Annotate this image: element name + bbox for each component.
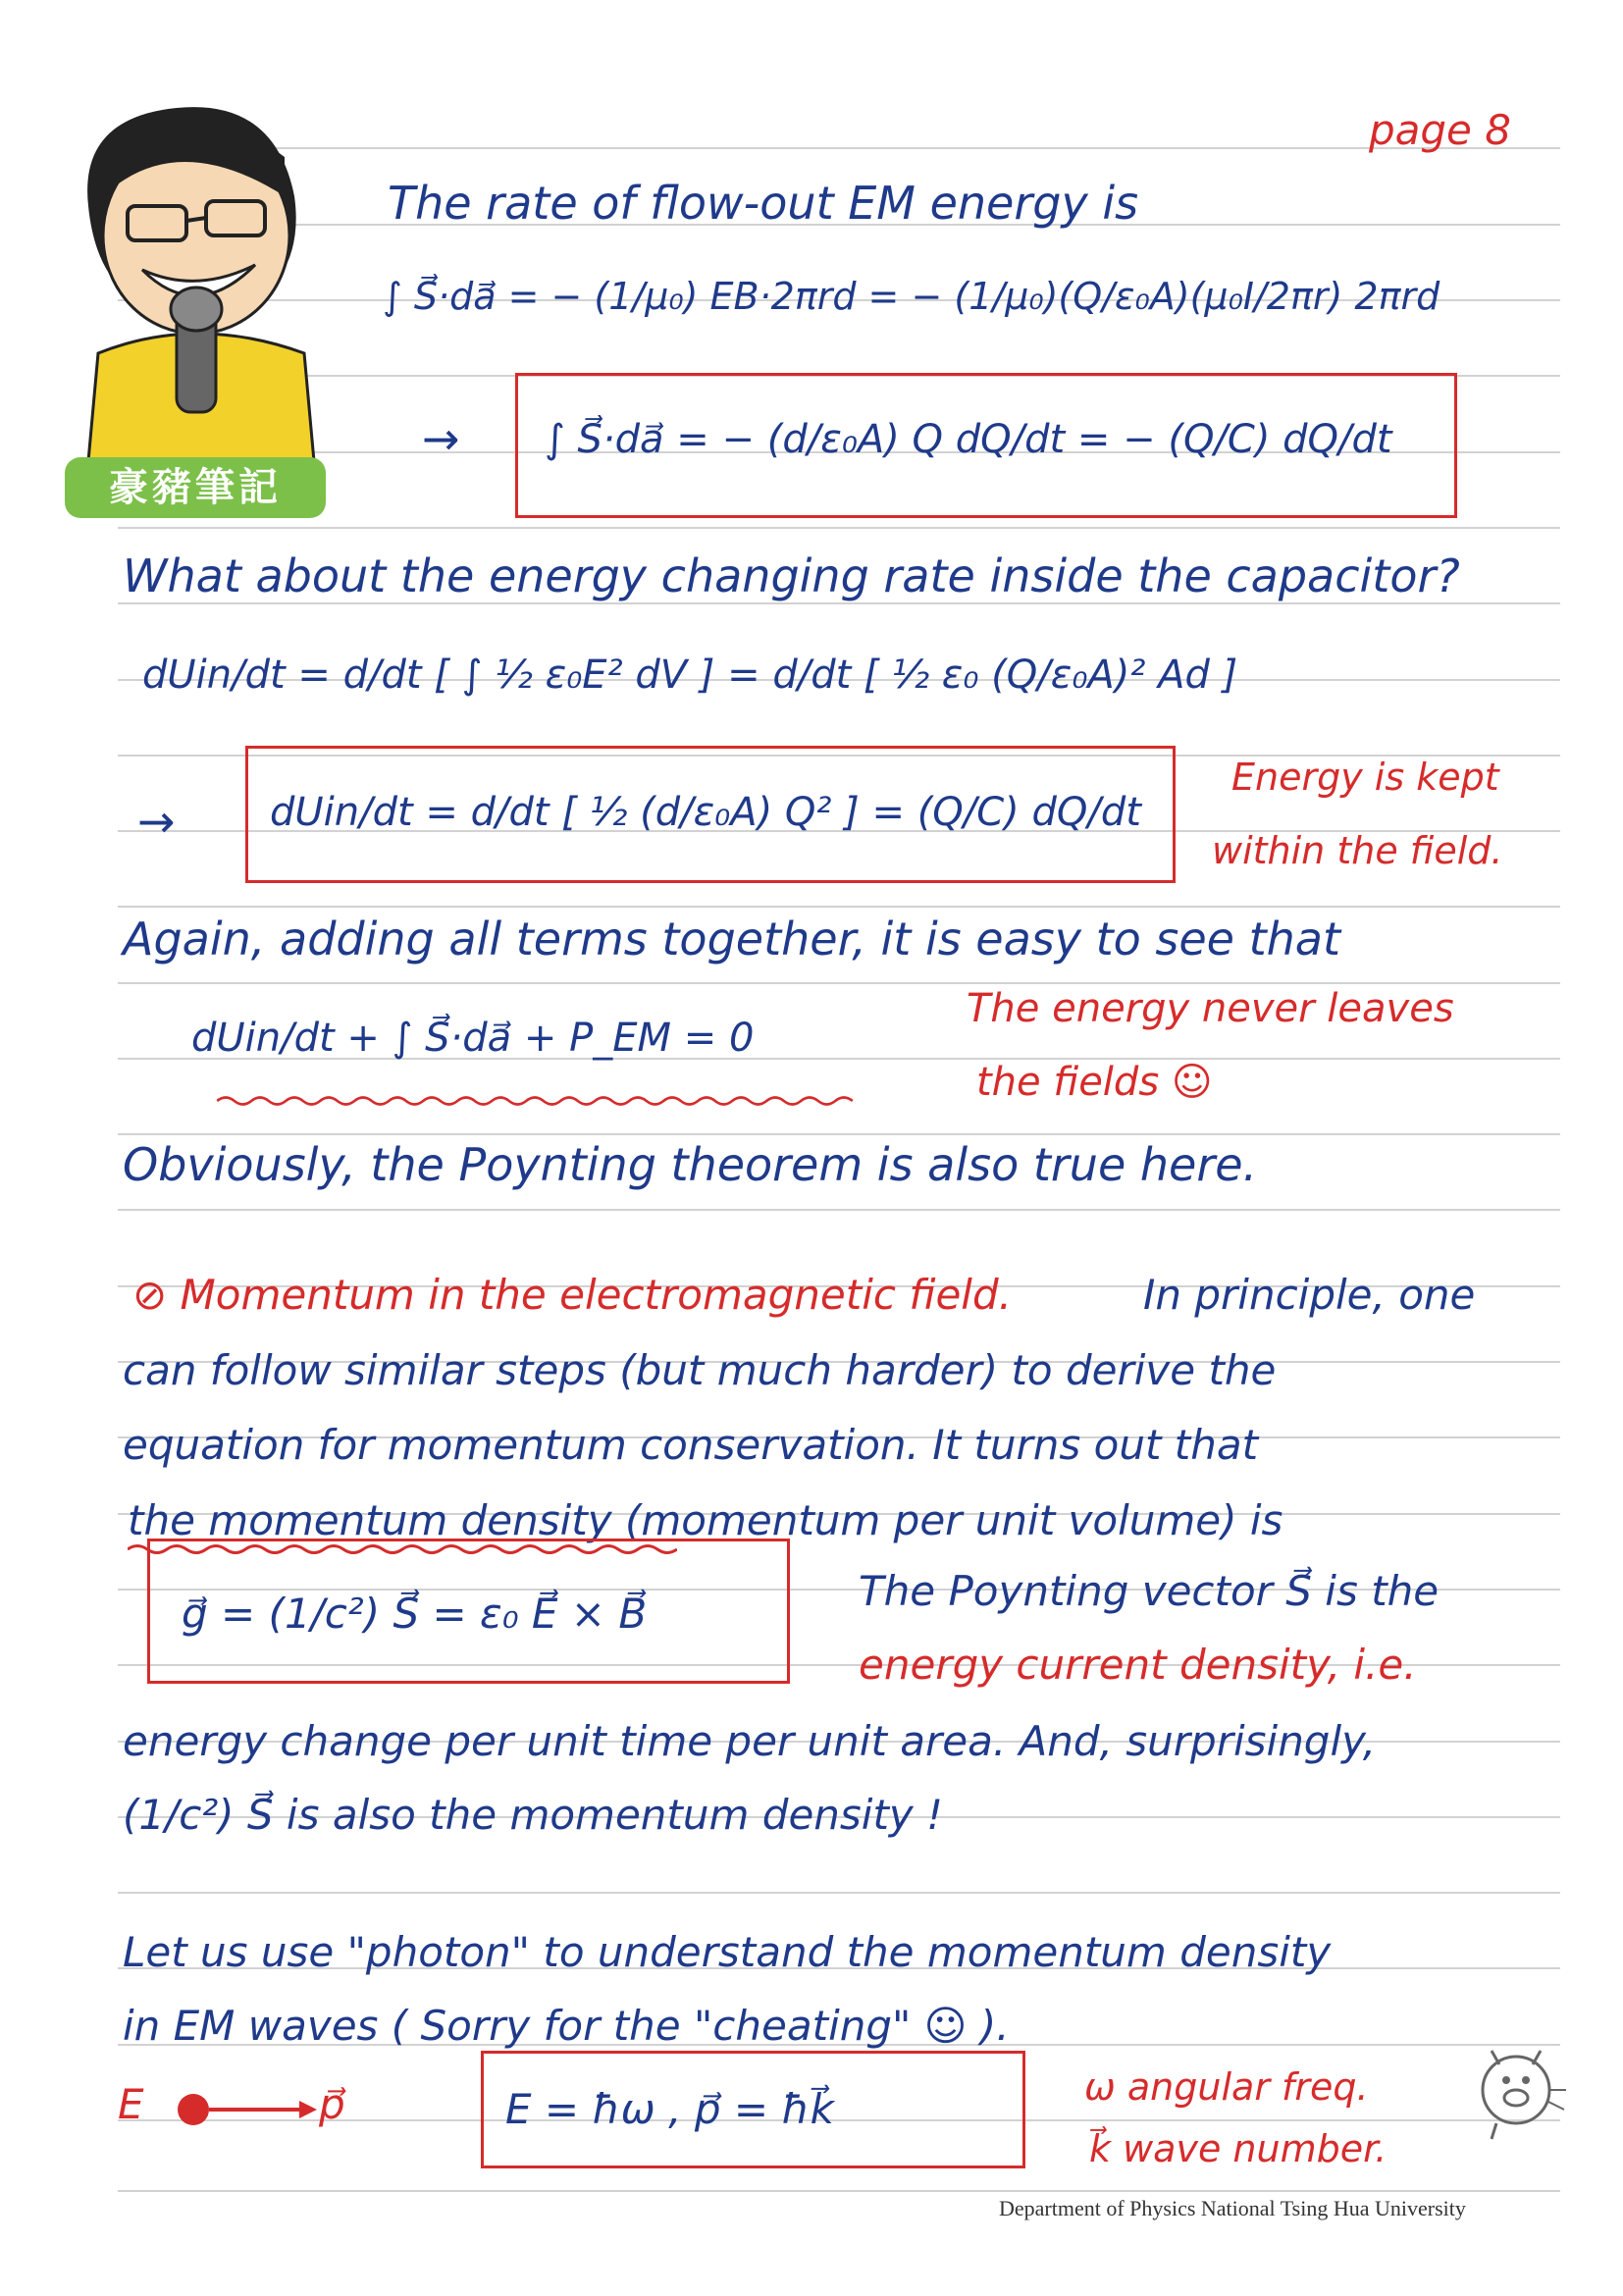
arrow-prefix-2: → [137,795,176,848]
photon-relation: E = ħω , p⃗ = ħk⃗ [505,2085,834,2133]
momentum-conservation-text: equation for momentum conservation. It turns out that [123,1421,1259,1469]
energy-current-density-text: energy current density, i.e. [859,1641,1417,1689]
in-principle-text: In principle, one [1143,1271,1476,1319]
footer-department: Department of Physics National Tsing Hua University [999,2196,1466,2220]
similar-steps-text: can follow similar steps (but much harder) to derive the [123,1346,1277,1394]
note-the-fields: the fields ☺ [976,1060,1213,1105]
energy-label: E [118,2080,144,2128]
flow-out-text: The rate of flow-out EM energy is [388,177,1139,230]
mascot-illustration [59,88,343,461]
note-energy-kept: Energy is kept [1231,756,1499,799]
question-text: What about the energy changing rate inside the capacitor? [123,549,1460,602]
flux-result-equation: ∫ S⃗·da⃗ = − (d/ε₀A) Q dQ/dt = − (Q/C) dQ/dt [545,417,1392,462]
poynting-vector-text: The Poynting vector S⃗ is the [859,1567,1440,1615]
k-note: k⃗ wave number. [1089,2127,1387,2170]
photon-arrow-icon [172,2085,319,2134]
badge: 豪豬筆記 [65,457,326,518]
note-within-field: within the field. [1212,829,1503,872]
momentum-label: p⃗ [319,2080,345,2128]
energy-rate-equation: dUin/dt = d/dt [ ∫ ½ ε₀E² dV ] = d/dt [ ½ ε₀ (Q/ε₀A)² Ad ] [142,652,1238,698]
energy-rate-result: dUin/dt = d/dt [ ½ (d/ε₀A) Q² ] = (Q/C) dQ/dt [270,790,1141,835]
flux-equation: ∫ S⃗·da⃗ = − (1/μ₀) EB·2πrd = − (1/μ₀)(Q/ε₀A)(μ₀I/2πr) 2πrd [383,275,1440,318]
obviously-text: Obviously, the Poynting theorem is also true here. [123,1138,1258,1191]
wavy-underline-sum [172,1094,898,1108]
momentum-density-equation: g⃗ = (1/c²) S⃗ = ε₀ E⃗ × B⃗ [182,1590,648,1638]
arrow-prefix: → [422,412,460,465]
note-never-leaves: The energy never leaves [967,986,1454,1031]
momentum-density-text: the momentum density (momentum per unit volume) is [128,1496,1283,1544]
poynting-sum-equation: dUin/dt + ∫ S⃗·da⃗ + P_EM = 0 [191,1016,755,1061]
page-label: page 8 [1369,106,1511,154]
pig-doodle-icon [1462,2031,1570,2149]
photon-text-1: Let us use "photon" to understand the momentum density [123,1928,1332,1976]
omega-note: ω angular freq. [1084,2065,1369,2109]
momentum-heading: ⊘ Momentum in the electromagnetic field. [132,1271,1012,1319]
also-momentum-text: (1/c²) S⃗ is also the momentum density ! [123,1791,943,1839]
photon-text-2: in EM waves ( Sorry for the "cheating" ☺ ). [123,2002,1010,2050]
energy-change-text: energy change per unit time per unit area. And, surprisingly, [123,1717,1377,1765]
again-text: Again, adding all terms together, it is easy to see that [123,913,1341,965]
